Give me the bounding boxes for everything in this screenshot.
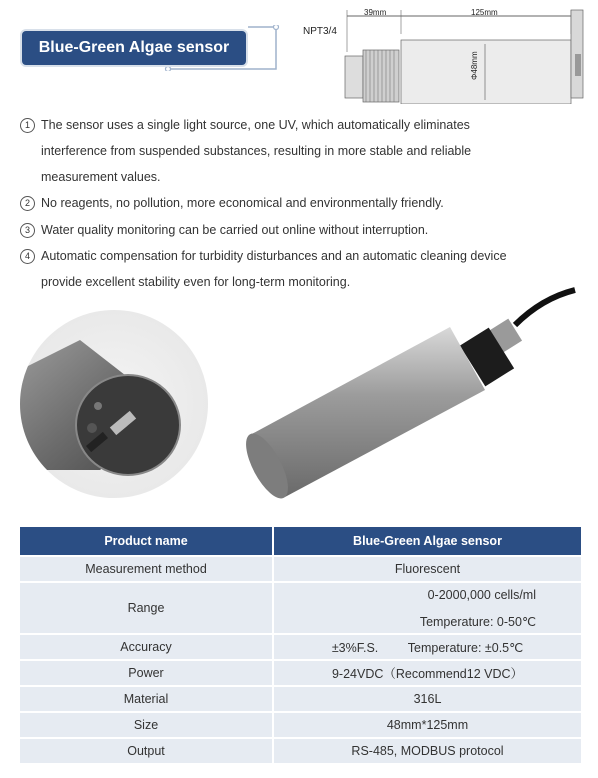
spec-table [18,525,583,765]
feature-text: The sensor uses a single light source, one UV, which automatically eliminates [41,118,470,132]
feature-item-2 [20,190,444,216]
feature-text-line: measurement values. [41,170,161,184]
feature-text-line: interference from suspended substances, resulting in more stable and reliable [41,144,472,158]
row-label: Material [20,687,272,711]
row-value-secondary: Temperature: 0-50℃ [419,614,536,629]
row-value-cell [274,635,581,659]
row-value: 316L [274,687,581,711]
feature-number: 4 [20,249,35,264]
table-header-row [20,527,581,555]
title-badge [22,31,246,65]
table-row [20,739,581,763]
sensor-closeup-photo [20,310,208,498]
row-value: Fluorescent [274,557,581,581]
feature-number: 3 [20,223,35,238]
row-value: ±3%F.S. [331,640,379,655]
feature-text-line: provide excellent stability even for long-term monitoring. [41,275,351,289]
dim-long-label: 125mm [471,8,498,17]
row-label: Size [20,713,272,737]
row-value: 9-24VDC（Recommend12 VDC） [274,661,581,685]
row-label: Output [20,739,272,763]
thread-label: NPT3/4 [303,26,337,37]
row-label: Range [20,583,272,633]
row-value: 48mm*125mm [274,713,581,737]
sensor-product-photo [245,285,585,505]
table-header-cell: Product name [20,527,272,555]
feature-number: 1 [20,118,35,133]
row-label: Power [20,661,272,685]
feature-text: No reagents, no pollution, more economical and environmentally friendly. [41,196,444,210]
feature-item-4 [20,243,507,269]
row-value: RS-485, MODBUS protocol [274,739,581,763]
table-row [20,661,581,685]
sensor-outline-drawing [335,4,585,104]
table-row [20,583,581,633]
table-row [20,557,581,581]
table-row [20,635,581,659]
dim-short-label: 39mm [364,8,387,17]
page-title: Blue-Green Algae sensor [38,39,230,56]
table-row [20,687,581,711]
row-value-cell [274,583,581,633]
dim-diameter-label: Φ48mm [470,51,479,80]
feature-text: Automatic compensation for turbidity disturbances and an automatic cleaning device [41,249,507,263]
feature-item-1 [20,112,470,138]
table-row [20,713,581,737]
table-header-cell: Blue-Green Algae sensor [274,527,581,555]
row-label: Measurement method [20,557,272,581]
feature-item-3 [20,217,428,243]
row-value-secondary: Temperature: ±0.5℃ [407,640,524,655]
feature-number: 2 [20,196,35,211]
feature-text: Water quality monitoring can be carried out online without interruption. [41,223,429,237]
row-label: Accuracy [20,635,272,659]
row-value: 0-2000,000 cells/ml [427,587,536,602]
